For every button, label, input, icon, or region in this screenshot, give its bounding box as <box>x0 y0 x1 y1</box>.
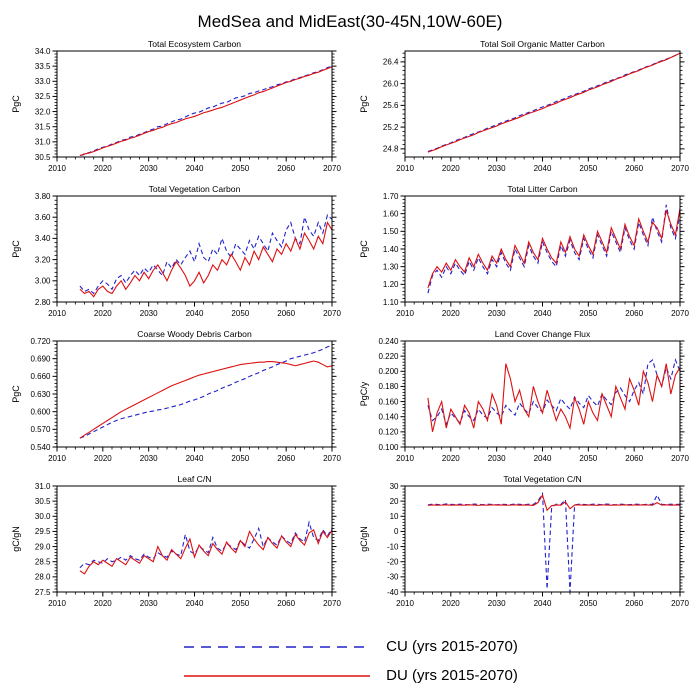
y-axis-label: PgC/y <box>359 381 369 407</box>
svg-text:0.570: 0.570 <box>30 425 51 435</box>
legend-item-du <box>182 667 518 684</box>
svg-text:0.720: 0.720 <box>30 336 51 346</box>
svg-text:-20: -20 <box>386 557 399 567</box>
svg-text:2010: 2010 <box>396 164 414 173</box>
series-du-line <box>428 495 680 510</box>
svg-text:0.540: 0.540 <box>30 442 51 452</box>
svg-text:32.0: 32.0 <box>34 107 51 117</box>
svg-text:2030: 2030 <box>487 454 506 463</box>
svg-text:2040: 2040 <box>533 309 552 318</box>
figure-title: MedSea and MidEast(30-45N,10W-60E) <box>197 12 503 31</box>
svg-text:2060: 2060 <box>625 164 644 173</box>
svg-text:2040: 2040 <box>185 454 204 463</box>
svg-text:3.40: 3.40 <box>34 234 51 244</box>
svg-text:2050: 2050 <box>579 454 598 463</box>
svg-text:2010: 2010 <box>48 309 66 318</box>
svg-text:1.70: 1.70 <box>382 191 399 201</box>
svg-text:0.660: 0.660 <box>30 372 51 382</box>
svg-text:2010: 2010 <box>48 599 66 608</box>
svg-text:31.5: 31.5 <box>34 122 51 132</box>
chart-leaf-c-n <box>10 473 342 613</box>
svg-text:25.6: 25.6 <box>382 101 399 111</box>
svg-text:-30: -30 <box>386 572 399 582</box>
series-cu-line <box>80 345 332 438</box>
chart-title: Total Ecosystem Carbon <box>147 39 242 49</box>
svg-text:2.80: 2.80 <box>34 297 51 307</box>
svg-text:34.0: 34.0 <box>34 46 51 56</box>
svg-text:0.100: 0.100 <box>378 442 399 452</box>
svg-text:0.600: 0.600 <box>30 407 51 417</box>
svg-text:1.60: 1.60 <box>382 209 399 219</box>
svg-text:0.140: 0.140 <box>378 412 399 422</box>
svg-text:1.40: 1.40 <box>382 244 399 254</box>
chart-title: Total Soil Organic Matter Carbon <box>480 39 605 49</box>
svg-text:30.5: 30.5 <box>34 152 51 162</box>
svg-text:2060: 2060 <box>277 599 296 608</box>
y-axis-label: PgC <box>11 95 21 113</box>
chart-total-vegetation-c-n <box>358 473 690 613</box>
y-axis-label: PgC <box>11 385 21 403</box>
svg-text:0.120: 0.120 <box>378 427 399 437</box>
svg-text:2070: 2070 <box>671 599 689 608</box>
svg-text:2060: 2060 <box>277 164 296 173</box>
svg-text:2070: 2070 <box>671 309 689 318</box>
series-cu-line <box>80 215 332 293</box>
svg-text:30.0: 30.0 <box>34 512 51 522</box>
svg-text:-10: -10 <box>386 542 399 552</box>
svg-text:2060: 2060 <box>277 454 296 463</box>
svg-text:0.220: 0.220 <box>378 351 399 361</box>
chart-coarse-woody-debris-carbon <box>10 328 342 468</box>
svg-text:2010: 2010 <box>396 599 414 608</box>
svg-text:31.0: 31.0 <box>34 137 51 147</box>
svg-text:2040: 2040 <box>185 599 204 608</box>
svg-text:1.50: 1.50 <box>382 227 399 237</box>
svg-text:2030: 2030 <box>487 164 506 173</box>
svg-text:29.0: 29.0 <box>34 542 51 552</box>
svg-text:2050: 2050 <box>231 454 250 463</box>
svg-text:30.5: 30.5 <box>34 496 51 506</box>
svg-text:2050: 2050 <box>231 164 250 173</box>
chart-title: Total Litter Carbon <box>507 184 578 194</box>
svg-text:2020: 2020 <box>441 454 460 463</box>
svg-text:24.8: 24.8 <box>382 144 399 154</box>
svg-text:2020: 2020 <box>93 164 112 173</box>
svg-text:-40: -40 <box>386 587 399 597</box>
svg-text:2050: 2050 <box>231 599 250 608</box>
svg-text:2070: 2070 <box>671 454 689 463</box>
series-du-line <box>80 530 332 574</box>
chart-title: Total Vegetation Carbon <box>148 184 241 194</box>
chart-total-ecosystem-carbon <box>10 38 342 178</box>
series-du-line <box>428 208 680 288</box>
svg-text:29.5: 29.5 <box>34 527 51 537</box>
svg-text:2020: 2020 <box>441 309 460 318</box>
svg-text:0.160: 0.160 <box>378 397 399 407</box>
svg-text:0.200: 0.200 <box>378 367 399 377</box>
svg-text:2010: 2010 <box>396 454 414 463</box>
svg-text:2040: 2040 <box>185 309 204 318</box>
svg-text:2040: 2040 <box>533 454 552 463</box>
svg-text:27.5: 27.5 <box>34 587 51 597</box>
svg-text:10: 10 <box>389 512 399 522</box>
svg-text:20: 20 <box>389 496 399 506</box>
svg-text:2020: 2020 <box>441 599 460 608</box>
svg-text:2030: 2030 <box>487 599 506 608</box>
series-cu-line <box>428 205 680 293</box>
svg-text:0.690: 0.690 <box>30 354 51 364</box>
chart-title: Leaf C/N <box>177 474 212 484</box>
svg-text:0.630: 0.630 <box>30 389 51 399</box>
svg-text:2040: 2040 <box>533 599 552 608</box>
legend-label-du: DU (yrs 2015-2070) <box>386 667 518 684</box>
svg-text:2070: 2070 <box>671 164 689 173</box>
svg-text:25.2: 25.2 <box>382 122 399 132</box>
svg-text:26.0: 26.0 <box>382 79 399 89</box>
svg-text:33.0: 33.0 <box>34 77 51 87</box>
svg-text:2030: 2030 <box>487 309 506 318</box>
subplot-total-soil-organic-matter-carbon <box>358 38 690 183</box>
series-cu-line <box>428 494 680 592</box>
svg-text:30: 30 <box>389 481 399 491</box>
svg-text:2070: 2070 <box>323 454 341 463</box>
subplot-land-cover-change-flux <box>358 328 690 473</box>
svg-text:2050: 2050 <box>579 164 598 173</box>
svg-text:2040: 2040 <box>533 164 552 173</box>
svg-text:2010: 2010 <box>396 309 414 318</box>
svg-text:3.20: 3.20 <box>34 255 51 265</box>
svg-text:2030: 2030 <box>139 454 158 463</box>
svg-text:3.00: 3.00 <box>34 276 51 286</box>
svg-text:2060: 2060 <box>625 599 644 608</box>
svg-text:0.240: 0.240 <box>378 336 399 346</box>
svg-text:2010: 2010 <box>48 454 66 463</box>
svg-text:2040: 2040 <box>185 164 204 173</box>
legend-item-cu <box>182 638 518 655</box>
svg-text:2030: 2030 <box>139 309 158 318</box>
svg-text:2060: 2060 <box>625 309 644 318</box>
svg-text:2050: 2050 <box>579 309 598 318</box>
y-axis-label: gC/gN <box>359 526 369 552</box>
svg-text:2030: 2030 <box>139 599 158 608</box>
svg-text:2060: 2060 <box>625 454 644 463</box>
chart-title: Total Vegetation C/N <box>503 474 582 484</box>
svg-text:2020: 2020 <box>93 309 112 318</box>
legend-line-du <box>182 669 372 683</box>
svg-text:32.5: 32.5 <box>34 92 51 102</box>
subplot-total-ecosystem-carbon <box>10 38 342 183</box>
subplot-coarse-woody-debris-carbon <box>10 328 342 473</box>
y-axis-label: PgC <box>359 95 369 113</box>
y-axis-label: PgC <box>359 240 369 258</box>
svg-text:1.10: 1.10 <box>382 297 399 307</box>
series-cu-line <box>80 522 332 567</box>
chart-land-cover-change-flux <box>358 328 690 468</box>
legend <box>0 638 700 684</box>
svg-text:2070: 2070 <box>323 164 341 173</box>
subplot-leaf-c-n <box>10 473 342 618</box>
svg-text:2020: 2020 <box>93 454 112 463</box>
svg-text:2060: 2060 <box>277 309 296 318</box>
svg-text:1.30: 1.30 <box>382 262 399 272</box>
subplot-total-vegetation-c-n <box>358 473 690 618</box>
svg-text:2050: 2050 <box>579 599 598 608</box>
svg-text:3.60: 3.60 <box>34 213 51 222</box>
series-du-line <box>428 364 680 432</box>
chart-title: Coarse Woody Debris Carbon <box>137 329 252 339</box>
svg-text:2020: 2020 <box>441 164 460 173</box>
svg-text:2070: 2070 <box>323 309 341 318</box>
svg-text:2050: 2050 <box>231 309 250 318</box>
svg-text:26.4: 26.4 <box>382 57 399 67</box>
svg-text:2010: 2010 <box>48 164 66 173</box>
svg-text:2030: 2030 <box>139 164 158 173</box>
charts-grid <box>0 38 700 618</box>
svg-text:28.0: 28.0 <box>34 572 51 582</box>
y-axis-label: gC/gN <box>11 526 21 552</box>
chart-title: Land Cover Change Flux <box>494 329 591 339</box>
series-du-line <box>80 67 332 156</box>
svg-text:1.20: 1.20 <box>382 280 399 290</box>
chart-total-litter-carbon <box>358 183 690 323</box>
svg-text:33.5: 33.5 <box>34 61 51 71</box>
chart-total-vegetation-carbon <box>10 183 342 323</box>
legend-label-cu: CU (yrs 2015-2070) <box>386 638 518 655</box>
series-du-line <box>80 361 332 438</box>
svg-text:2020: 2020 <box>93 599 112 608</box>
subplot-total-litter-carbon <box>358 183 690 328</box>
chart-total-soil-organic-matter-carbon <box>358 38 690 178</box>
y-axis-label: PgC <box>11 240 21 258</box>
svg-text:2070: 2070 <box>323 599 341 608</box>
svg-text:0: 0 <box>394 527 399 537</box>
legend-line-cu <box>182 640 372 654</box>
svg-text:3.80: 3.80 <box>34 191 51 201</box>
svg-text:31.0: 31.0 <box>34 481 51 491</box>
svg-text:0.180: 0.180 <box>378 382 399 392</box>
svg-text:28.5: 28.5 <box>34 557 51 567</box>
subplot-total-vegetation-carbon <box>10 183 342 328</box>
